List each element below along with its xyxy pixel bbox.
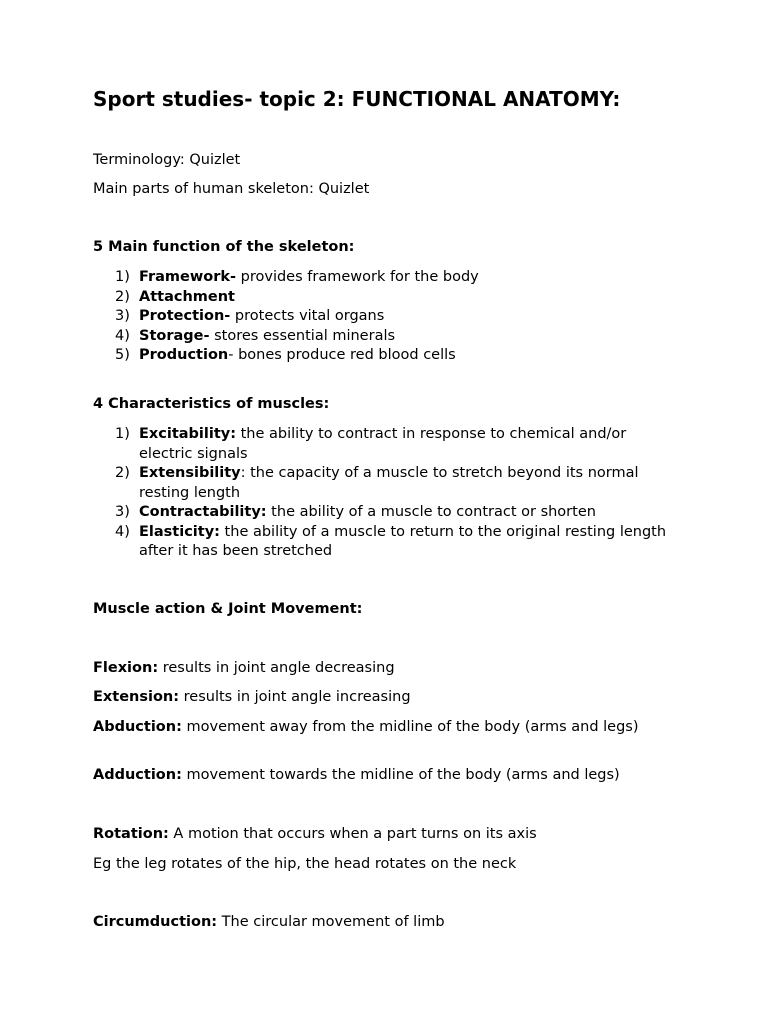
list-item: 2) Extensibility: the capacity of a muscle to stretch beyond its normal resting length — [115, 465, 639, 501]
joint-movement-heading: Muscle action & Joint Movement: — [93, 601, 363, 617]
list-item: 4) Storage- stores essential minerals — [115, 327, 396, 344]
circumduction-definition: Circumduction: The circular movement of limb — [93, 914, 445, 930]
list-item: 3) Protection- protects vital organs — [115, 308, 385, 324]
abduction-definition: Abduction: movement away from the midline of the body (arms and legs) — [93, 719, 639, 735]
page-title: Sport studies- topic 2: FUNCTIONAL ANATOMY: — [93, 87, 621, 111]
list-item: 3) Contractability: the ability of a muscle to contract or shorten — [115, 504, 596, 520]
flexion-definition: Flexion: results in joint angle decreasing — [93, 660, 395, 676]
list-item: 2) Attachment — [115, 288, 235, 305]
list-item: 1) Framework- provides framework for the body — [115, 269, 479, 285]
extension-definition: Extension: results in joint angle increasing — [93, 689, 411, 705]
adduction-definition: Adduction: movement towards the midline of the body (arms and legs) — [93, 767, 620, 783]
muscle-characteristics-heading: 4 Characteristics of muscles: — [93, 396, 330, 412]
skeleton-functions-list — [93, 268, 683, 366]
list-item: 5) Production- bones produce red blood cells — [115, 347, 456, 363]
list-item: 4) Elasticity: the ability of a muscle to return to the original resting length after it has been stretched — [115, 523, 667, 559]
muscle-characteristics-list — [93, 425, 683, 562]
list-item: 1) Excitability: the ability to contract in response to chemical and/or electric signals — [115, 426, 627, 462]
rotation-definition: Rotation: A motion that occurs when a part turns on its axis — [93, 826, 537, 842]
terminology-line: Terminology: Quizlet — [93, 152, 241, 168]
skeleton-functions-heading: 5 Main function of the skeleton: — [93, 239, 355, 255]
rotation-example: Eg the leg rotates of the hip, the head rotates on the neck — [93, 856, 517, 872]
skeleton-parts-line: Main parts of human skeleton: Quizlet — [93, 181, 370, 197]
